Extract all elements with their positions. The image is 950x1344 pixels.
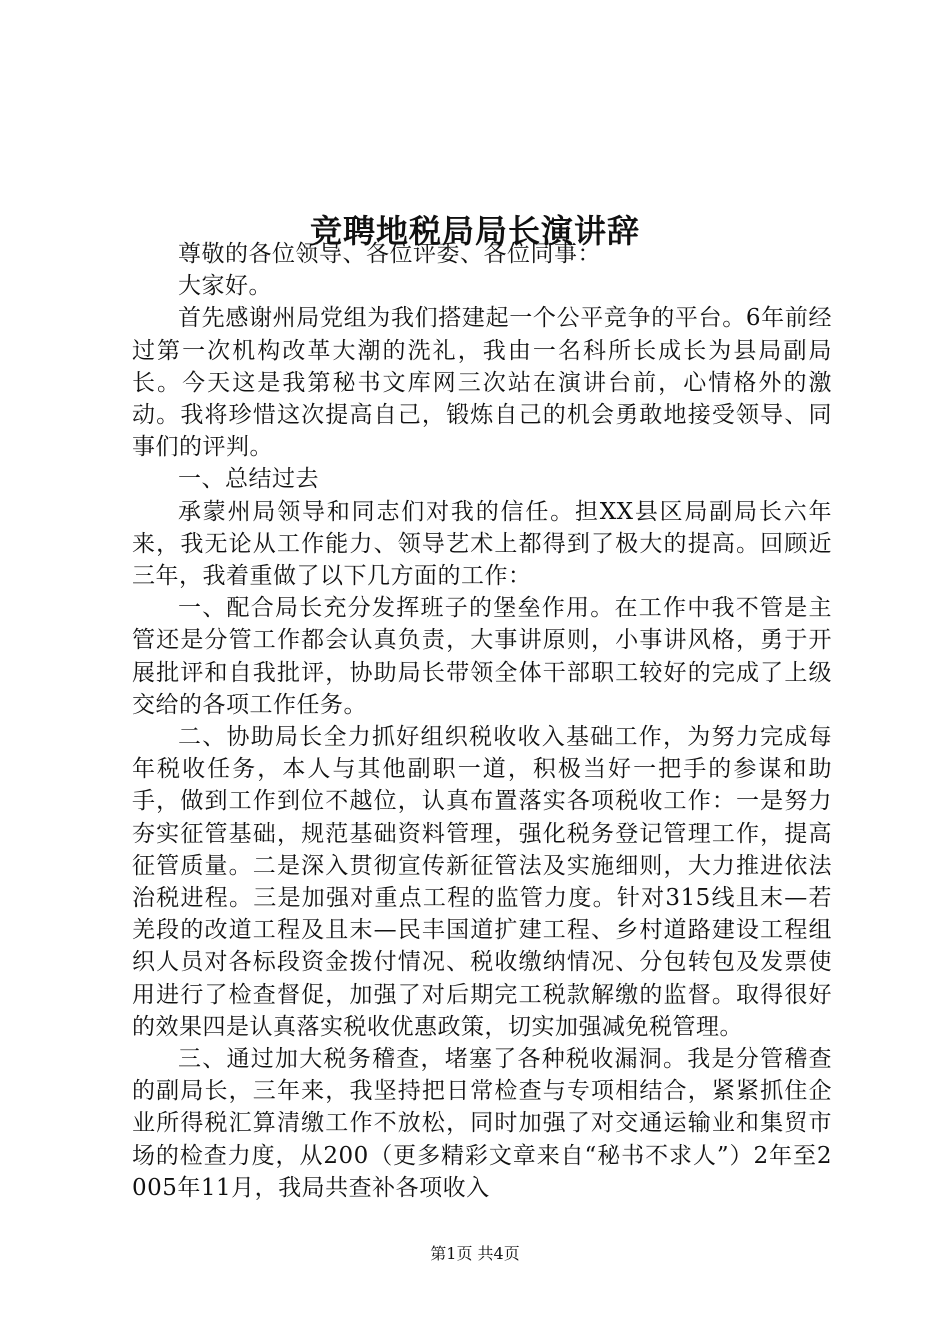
document-body bbox=[132, 238, 832, 1204]
paragraph-salutation: 尊敬的各位领导、各位评委、各位同事： bbox=[178, 241, 601, 267]
section-heading-summary: 一、总结过去 bbox=[178, 466, 319, 493]
document-title: 竞聘地税局局长演讲辞 bbox=[309, 212, 640, 251]
paragraph-greeting: 大家好。 bbox=[178, 273, 272, 300]
page-footer: 第1页 共4页 bbox=[430, 1244, 520, 1263]
paragraph-point-two: 二、协助局长全力抓好组织税收收入基础工作，为努力完成每年税收任务，本人与其他副职一道，积极当好一把手的参谋和助手，做到工作到位不越位，认真布置落实各项税收工作：一是努力夯实征管基础，规范基础资料管理，强化税务登记管理工作，提高征管质量。二是深入贯彻宣传新征管法及实施细则，大力推进依法治税进程。三是加强对重点工程的监管力度。针对315线且末—若羌段的改道工程及且末—民丰国道扩建工程、乡村道路建设工程组织人员对各标段资金拨付情况、税收缴纳情况、分包转包及发票使用进行了检查督促，加强了对后期完工税款解缴的监督。取得很好的效果四是认真落实税收优惠政策，切实加强减免税管理。 bbox=[132, 724, 832, 1040]
paragraph-intro: 首先感谢州局党组为我们搭建起一个公平竞争的平台。6年前经过第一次机构改革大潮的洗礼，我由一名科所长成长为县局副局长。今天这是我第秘书文库网三次站在演讲台前，心情格外的激动。我将珍惜这次提高自己，锻炼自己的机会勇敢地接受领导、同事们的评判。 bbox=[132, 305, 832, 461]
paragraph-point-three: 三、通过加大税务稽查，堵塞了各种税收漏洞。我是分管稽查的副局长，三年来，我坚持把日常检查与专项相结合，紧紧抓住企业所得税汇算清缴工作不放松，同时加强了对交通运输业和集贸市场的检查力度，从200（更多精彩文章来自“秘书不求人”）2年至2005年11月，我局共查补各项收入 bbox=[132, 1046, 832, 1201]
paragraph-point-one: 一、配合局长充分发挥班子的堡垒作用。在工作中我不管是主管还是分管工作都会认真负责，大事讲原则，小事讲风格，勇于开展批评和自我批评，协助局长带领全体干部职工较好的完成了上级交给的各项工作任务。 bbox=[132, 595, 832, 718]
paragraph-review: 承蒙州局领导和同志们对我的信任。担XX县区局副局长六年来，我无论从工作能力、领导艺术上都得到了极大的提高。回顾近三年，我着重做了以下几方面的工作： bbox=[132, 498, 832, 590]
